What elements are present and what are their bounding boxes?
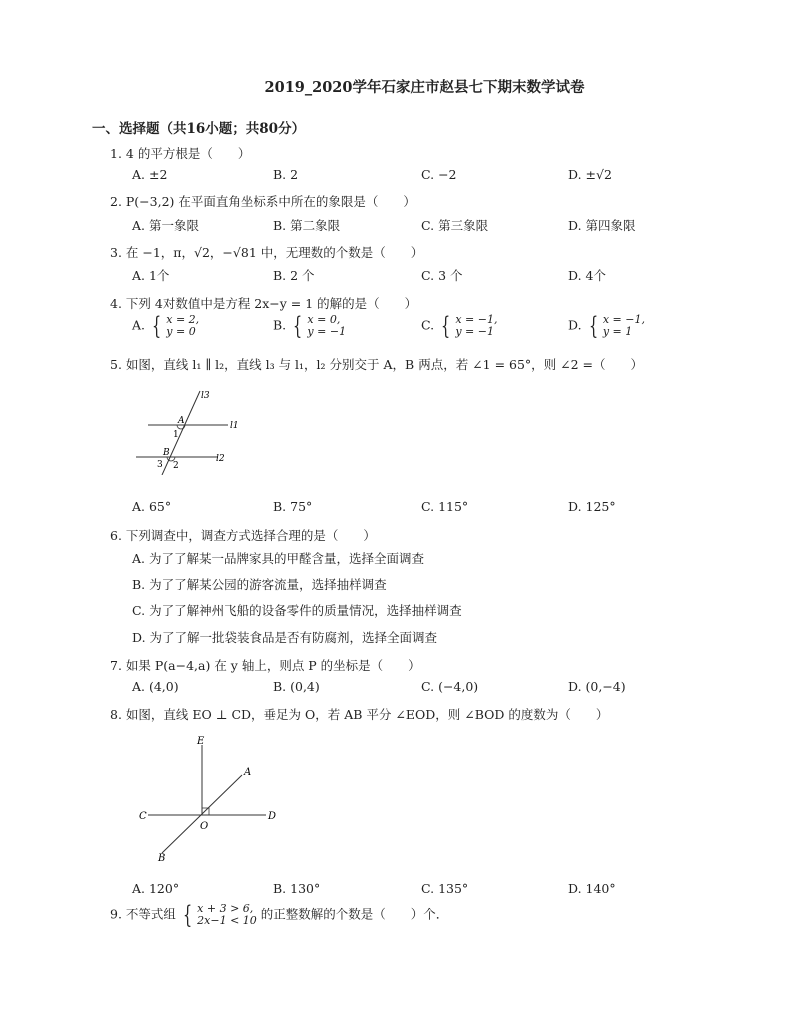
label-point-o: O (200, 821, 209, 832)
inequality-system: x + 3 > 6, 2x−1 < 10 (197, 902, 257, 927)
brace-icon: { (588, 312, 598, 340)
label-angle-1: 1 (173, 430, 179, 440)
q2-option-d: D. 第四象限 (568, 218, 636, 233)
label-l3: l3 (201, 391, 210, 401)
q4-option-a (132, 314, 199, 338)
q3-option-d: D. 4个 (568, 268, 606, 283)
q7-option-c: C. (−4,0) (421, 679, 479, 694)
q7-option-a: A. (4,0) (132, 679, 179, 694)
equation-system: x = 0, y = −1 (307, 313, 347, 338)
q6-option-d: D. 为了了解一批袋装食品是否有防腐剂，选择全面调查 (132, 630, 438, 645)
label-point-a: A (178, 416, 185, 426)
section-heading: 一、选择题（共16小题；共80分） (92, 121, 306, 137)
label-l2: l2 (216, 454, 225, 464)
q2-option-a: A. 第一象限 (132, 218, 199, 233)
q1-option-d: D. ±√2 (568, 167, 612, 182)
question-1: 1. 4 的平方根是（ ） (110, 146, 251, 161)
brace-icon: { (293, 312, 303, 340)
question-5: 5. 如图，直线 l₁ ∥ l₂，直线 l₃ 与 l₁，l₂ 分别交于 A，B 两点，若 ∠1 = 65°，则 ∠2 =（ ） (110, 357, 644, 372)
q5-option-a: A. 65° (132, 499, 172, 514)
label-point-d: D (268, 811, 277, 822)
q8-option-c: C. 135° (421, 881, 469, 896)
label-point-e: E (197, 736, 205, 747)
q2-option-b: B. 第二象限 (273, 218, 341, 233)
q8-option-a: A. 120° (132, 881, 180, 896)
brace-icon: { (441, 312, 451, 340)
question-8: 8. 如图，直线 EO ⊥ CD，垂足为 O，若 AB 平分 ∠EOD，则 ∠BOD 的度数为（ ） (110, 707, 609, 722)
q9-stem-suffix: 的正整数解的个数是（ ）个． (260, 906, 449, 922)
option-label: C. (421, 317, 435, 333)
label-angle-3: 3 (157, 460, 163, 470)
question-4: 4. 下列 4对数值中是方程 2x−y = 1 的解的是（ ） (110, 296, 418, 311)
q8-option-b: B. 130° (273, 881, 321, 896)
question-9 (110, 903, 448, 927)
label-point-b: B (158, 853, 166, 864)
q1-option-b: B. 2 (273, 167, 299, 182)
q5-option-c: C. 115° (421, 499, 469, 514)
q7-option-b: B. (0,4) (273, 679, 320, 694)
label-point-c: C (139, 811, 147, 822)
option-label: A. (132, 317, 146, 333)
q9-stem-prefix: 9. 不等式组 (110, 906, 176, 922)
label-point-a: A (244, 767, 252, 778)
q7-option-d: D. (0,−4) (568, 679, 626, 694)
page-title: 2019_2020学年石家庄市赵县七下期末数学试卷 (264, 79, 585, 96)
q2-option-c: C. 第三象限 (421, 218, 489, 233)
brace-icon: { (182, 901, 193, 929)
q6-option-c: C. 为了了解神州飞船的设备零件的质量情况，选择抽样调查 (132, 603, 462, 618)
q6-option-b: B. 为了了解某公园的游客流量，选择抽样调查 (132, 577, 387, 592)
q5-option-b: B. 75° (273, 499, 313, 514)
perpendicular-lines-figure (134, 733, 284, 865)
option-label: B. (273, 317, 287, 333)
q4-option-c (421, 314, 497, 338)
question-6: 6. 下列调查中，调查方式选择合理的是（ ） (110, 528, 376, 543)
question-3: 3. 在 −1，π，√2，−√81 中，无理数的个数是（ ） (110, 245, 424, 260)
question-7: 7. 如果 P(a−4,a) 在 y 轴上，则点 P 的坐标是（ ） (110, 658, 421, 673)
q4-option-d (568, 314, 645, 338)
right-angle-mark (202, 808, 209, 815)
q3-option-c: C. 3 个 (421, 268, 463, 283)
line-l3 (162, 391, 200, 475)
parallel-lines-figure (130, 385, 250, 475)
q3-option-a: A. 1个 (132, 268, 170, 283)
q8-option-d: D. 140° (568, 881, 616, 896)
equation-system: x = −1, y = 1 (602, 313, 645, 338)
option-label: D. (568, 317, 582, 333)
label-point-b: B (163, 448, 170, 458)
brace-icon: { (152, 312, 162, 340)
q5-option-d: D. 125° (568, 499, 616, 514)
q6-option-a: A. 为了了解某一品牌家具的甲醛含量，选择全面调查 (132, 551, 424, 566)
equation-system: x = 2, y = 0 (166, 313, 200, 338)
q4-option-b (273, 314, 346, 338)
label-angle-2: 2 (173, 461, 179, 471)
q1-option-a: A. ±2 (132, 167, 168, 182)
equation-system: x = −1, y = −1 (455, 313, 498, 338)
label-l1: l1 (230, 421, 239, 431)
q3-option-b: B. 2 个 (273, 268, 315, 283)
question-2: 2. P(−3,2) 在平面直角坐标系中所在的象限是（ ） (110, 194, 416, 209)
q1-option-c: C. −2 (421, 167, 457, 182)
